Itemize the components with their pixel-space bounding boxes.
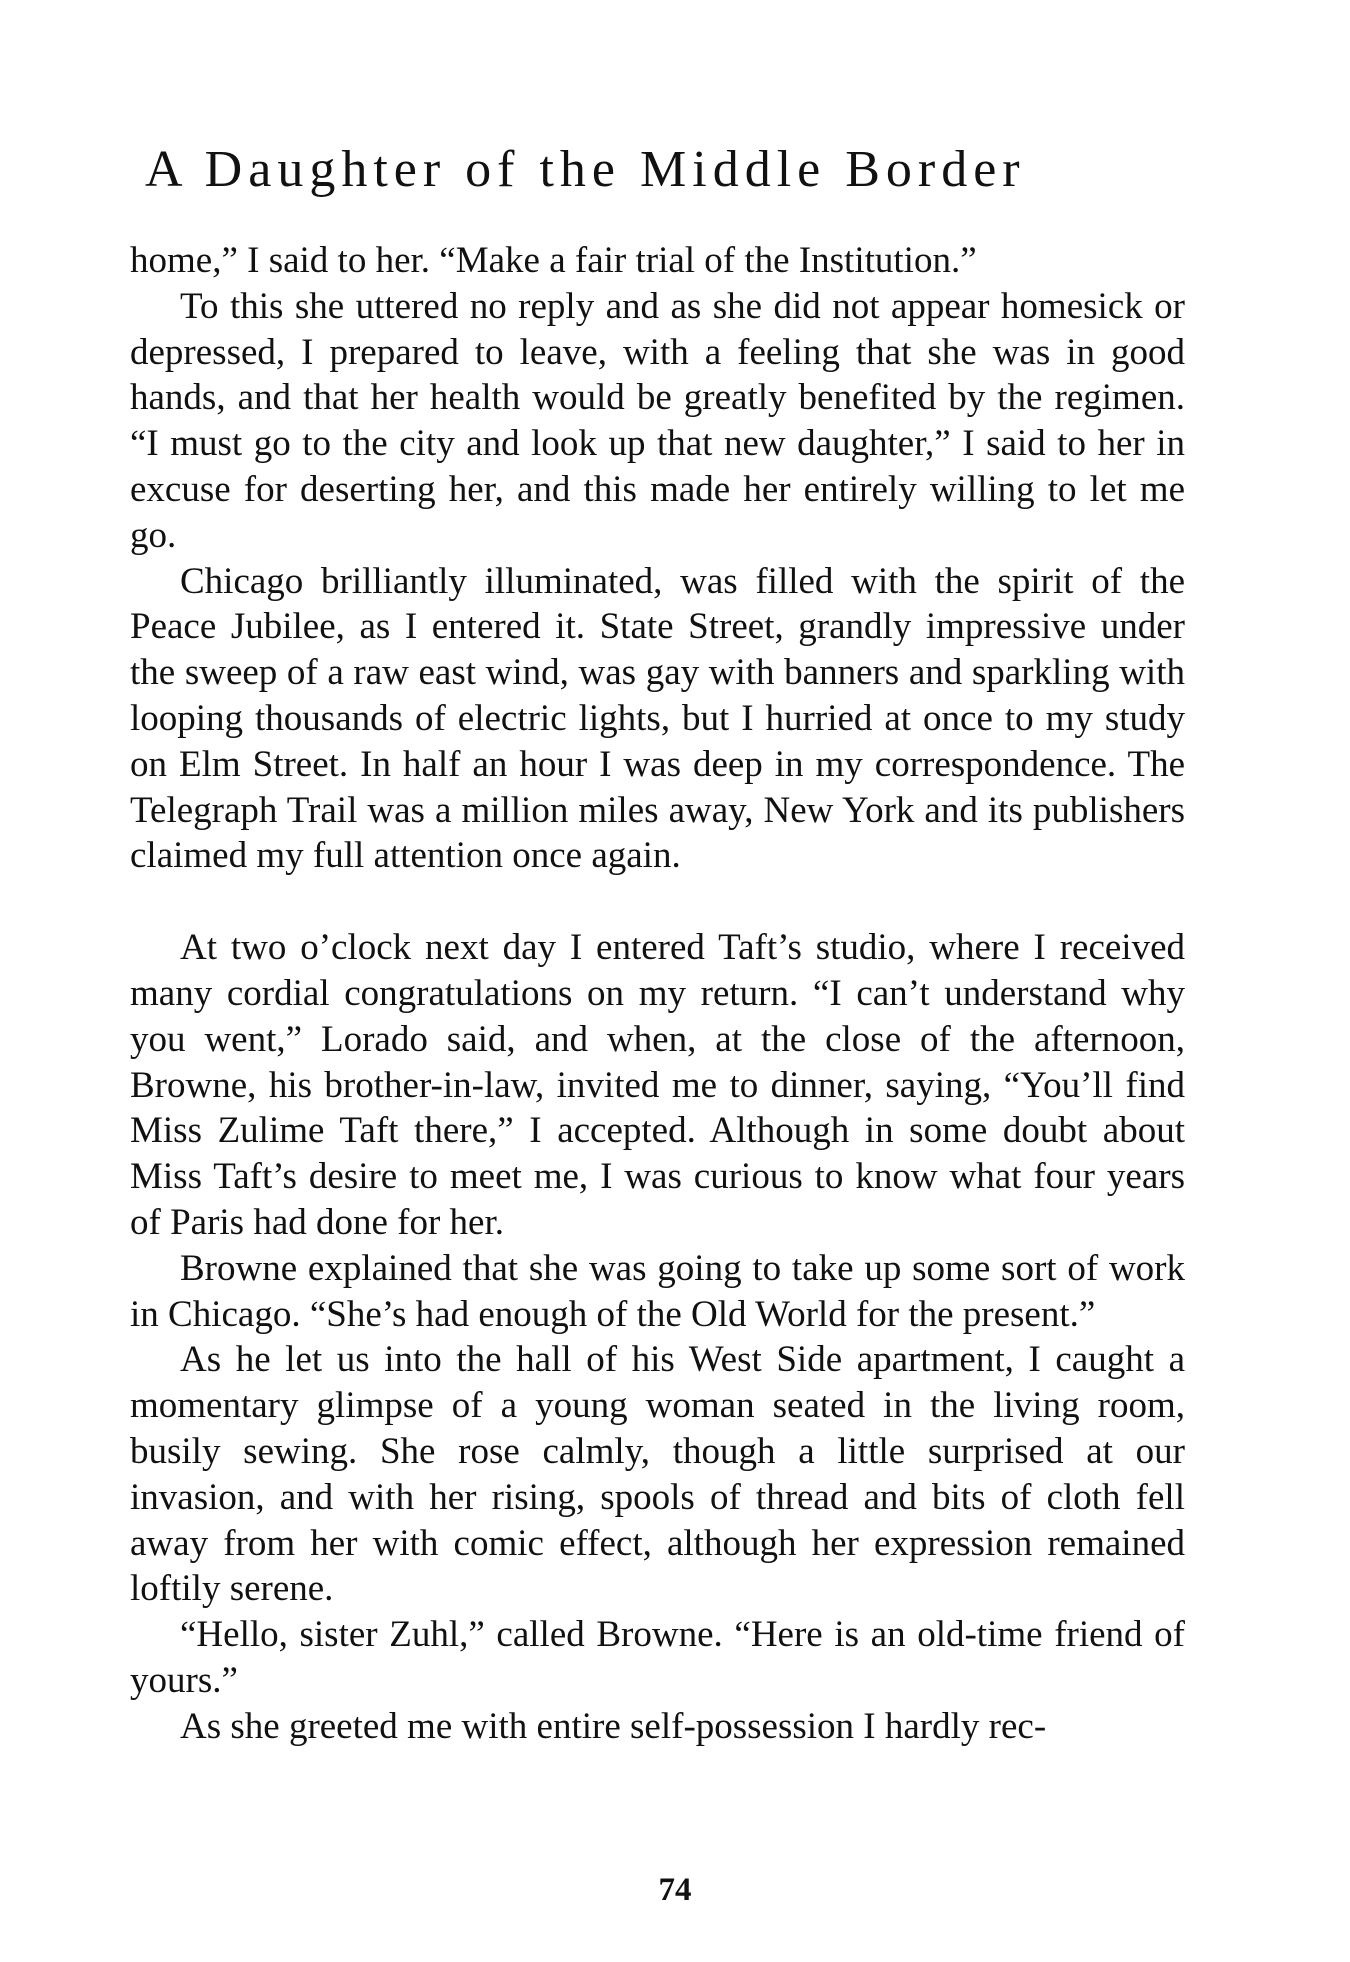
paragraph-continuation: home,” I said to her. “Make a fair trial of the Institution.”: [130, 240, 977, 281]
paragraph-section-start: At two o’clock next day I entered Taft’s studio, where I received many cordial congratulations on my return. “I can’t understand why you went,” Lorado said, and when, at the close of the afternoon, Browne, his brother-in-law, invited me to dinner, saying, “You’ll find Miss Zulime Taft there,” I accepted. Although in some doubt about Miss Taft’s desire to meet me, I was curious to know what four years of Paris had done for her.: [130, 927, 1185, 1243]
paragraph: Browne explained that she was going to take up some sort of work in Chicago. “She’s had enough of the Old World for the present.”: [130, 1247, 1185, 1335]
paragraph: To this she uttered no reply and as she did not appear homesick or depressed, I prepared to leave, with a feeling that she was in good hands, and that her health would be greatly benefited by the regimen. “I must go to the city and look up that new daughter,” I said to her in excuse for deserting her, and this made her entirely willing to let me go.: [130, 285, 1185, 556]
paragraph: “Hello, sister Zuhl,” called Browne. “Here is an old-time friend of yours.”: [130, 1614, 1185, 1701]
paragraph: As he let us into the hall of his West Side apartment, I caught a momentary glimpse of a young woman seated in the living room, busily sewing. She rose calmly, though a little surprised at our invasion, and with her rising, spools of thread and bits of cloth fell away from her with comic effect, although her expression remained loftily serene.: [130, 1339, 1185, 1610]
body-text: [130, 238, 1185, 1750]
running-head: A Daughter of the Middle Border: [145, 141, 1026, 198]
paragraph: Chicago brilliantly illuminated, was filled with the spirit of the Peace Jubilee, as I entered it. State Street, grandly impressive under the sweep of a raw east wind, was gay with banners and sparkling with looping thousands of electric lights, but I hurried at once to my study on Elm Street. In half an hour I was deep in my correspondence. The Telegraph Trail was a million miles away, New York and its publishers claimed my full attention once again.: [130, 560, 1185, 877]
paragraph: As she greeted me with entire self-possession I hardly rec-: [180, 1705, 1047, 1747]
page-number: 74: [658, 1872, 692, 1908]
